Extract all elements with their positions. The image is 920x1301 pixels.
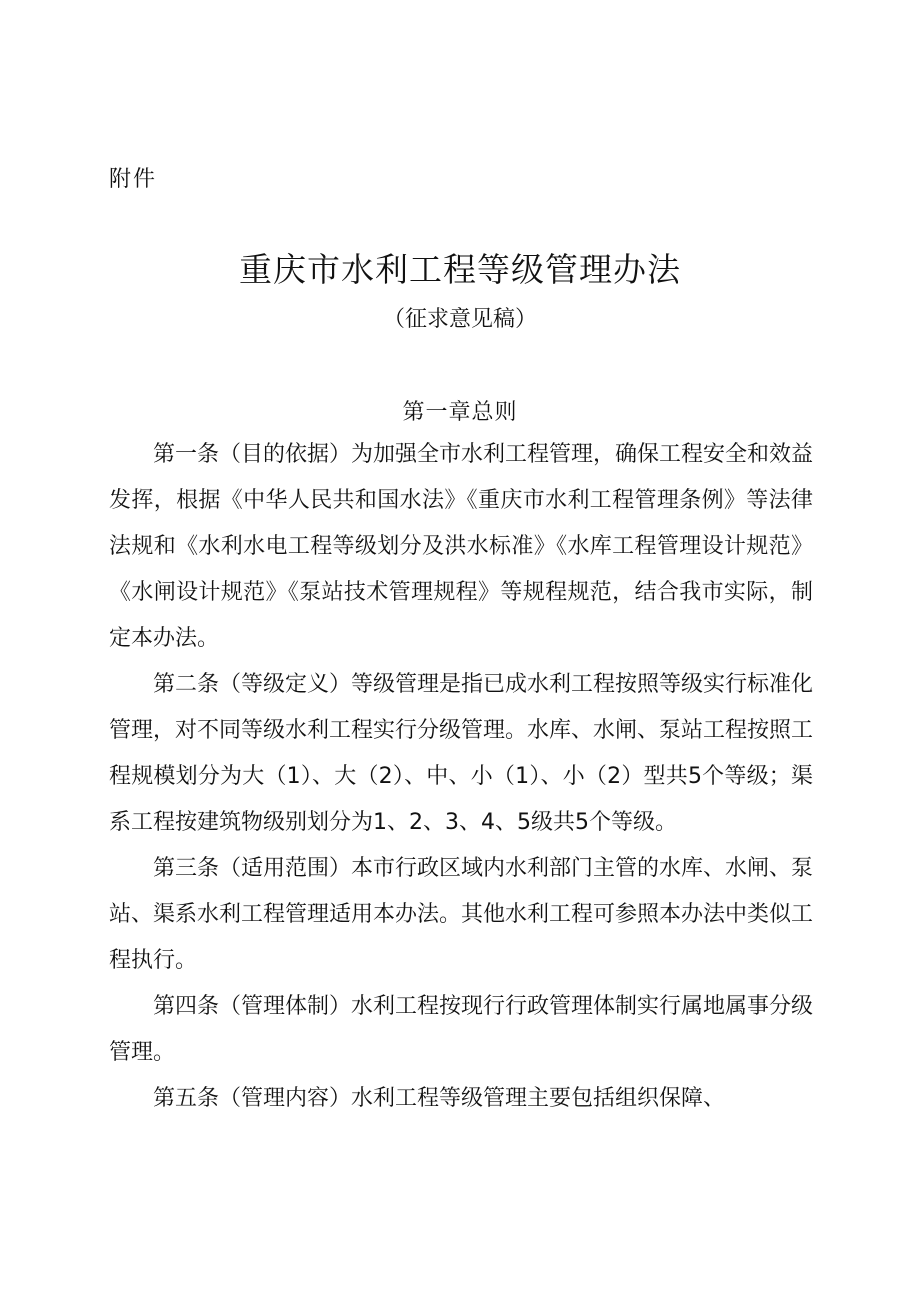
document-body: [109, 432, 813, 1122]
chapter-heading: 第一章总则: [402, 400, 518, 425]
document-title: 重庆市水利工程等级管理办法: [239, 250, 681, 289]
attachment-label: 附件: [109, 167, 158, 192]
document-subtitle: （征求意见稿）: [382, 307, 537, 332]
article-2: 第二条（等级定义）等级管理是指已成水利工程按照等级实行标准化管理，对不同等级水利工程实行分级管理。水库、水闸、泵站工程按照工程规模划分为大（1）、大（2）、中、小（1）、小（2）型共5个等级；渠系工程按建筑物级别划分为1、2、3、4、5级共5个等级。: [109, 672, 814, 835]
article-4: 第四条（管理体制）水利工程按现行行政管理体制实行属地属事分级管理。: [109, 994, 814, 1065]
article-5: 第五条（管理内容）水利工程等级管理主要包括组织保障、: [153, 1086, 726, 1111]
article-3: 第三条（适用范围）本市行政区域内水利部门主管的水库、水闸、泵站、渠系水利工程管理适用本办法。其他水利工程可参照本办法中类似工程执行。: [109, 856, 814, 973]
article-1: 第一条（目的依据）为加强全市水利工程管理，确保工程安全和效益发挥，根据《中华人民共和国水法》《重庆市水利工程管理条例》等法律法规和《水利水电工程等级划分及洪水标准》《水库工程管理设计规范》《水闸设计规范》《泵站技术管理规程》等规程规范，结合我市实际，制定本办法。: [109, 442, 814, 651]
